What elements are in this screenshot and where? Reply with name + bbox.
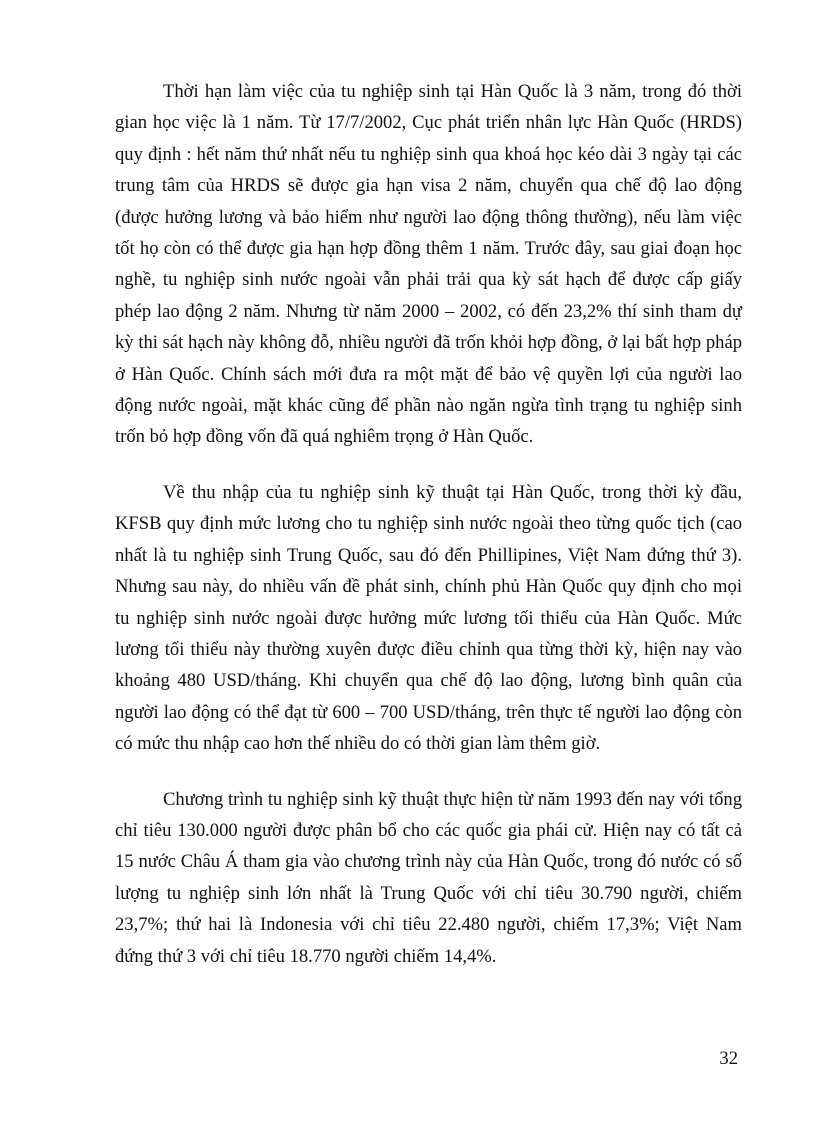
page-number: 32 [719, 1048, 738, 1069]
paragraph-income: Về thu nhập của tu nghiệp sinh kỹ thuật tại Hàn Quốc, trong thời kỳ đầu, KFSB quy định mức lương cho tu nghiệp sinh nước ngoài theo từng quốc tịch (cao nhất là tu nghiệp sinh Trung Quốc, sau đó đến Phillipines, Việt Nam đứng thứ 3). Nhưng sau này, do nhiều vấn đề phát sinh, chính phủ Hàn Quốc quy định cho mọi tu nghiệp sinh nước ngoài được hưởng mức lương tối thiểu của Hàn Quốc. Mức lương tối thiểu này thường xuyên được điều chỉnh qua từng thời kỳ, hiện nay vào khoảng 480 USD/tháng. Khi chuyển qua chế độ lao động, lương bình quân của người lao động có thể đạt từ 600 – 700 USD/tháng, trên thực tế người lao động còn có mức thu nhập cao hơn thế nhiều do có thời gian làm thêm giờ. [115, 481, 742, 755]
body-text [115, 76, 742, 996]
paragraph-program-quota: Chương trình tu nghiệp sinh kỹ thuật thực hiện từ năm 1993 đến nay với tổng chỉ tiêu 130.000 người được phân bổ cho các quốc gia phái cử. Hiện nay có tất cả 15 nước Châu Á tham gia vào chương trình này của Hàn Quốc, trong đó nước có số lượng tu nghiệp sinh lớn nhất là Trung Quốc với chỉ tiêu 30.790 người, chiếm 23,7%; thứ hai là Indonesia với chỉ tiêu 22.480 người, chiếm 17,3%; Việt Nam đứng thứ 3 với chỉ tiêu 18.770 người chiếm 14,4%. [115, 788, 742, 967]
paragraph-work-duration: Thời hạn làm việc của tu nghiệp sinh tại Hàn Quốc là 3 năm, trong đó thời gian học việc là 1 năm. Từ 17/7/2002, Cục phát triển nhân lực Hàn Quốc (HRDS) quy định : hết năm thứ nhất nếu tu nghiệp sinh qua khoá học kéo dài 3 ngày tại các trung tâm của HRDS sẽ được gia hạn visa 2 năm, chuyển qua chế độ lao động (được hưởng lương và bảo hiểm như người lao động thông thường), nếu làm việc tốt họ còn có thể được gia hạn hợp đồng thêm 1 năm. Trước đây, sau giai đoạn học nghề, tu nghiệp sinh nước ngoài vẫn phải trải qua kỳ sát hạch để được cấp giấy phép lao động 2 năm. Nhưng từ năm 2000 – 2002, có đến 23,2% thí sinh tham dự kỳ thi sát hạch này không đỗ, nhiều người đã trốn khỏi hợp đồng, ở lại bất hợp pháp ở Hàn Quốc. Chính sách mới đưa ra một mặt để bảo vệ quyền lợi của người lao động nước ngoài, mặt khác cũng để phần nào ngăn ngừa tình trạng tu nghiệp sinh trốn bỏ hợp đồng vốn đã quá nghiêm trọng ở Hàn Quốc. [115, 81, 742, 448]
